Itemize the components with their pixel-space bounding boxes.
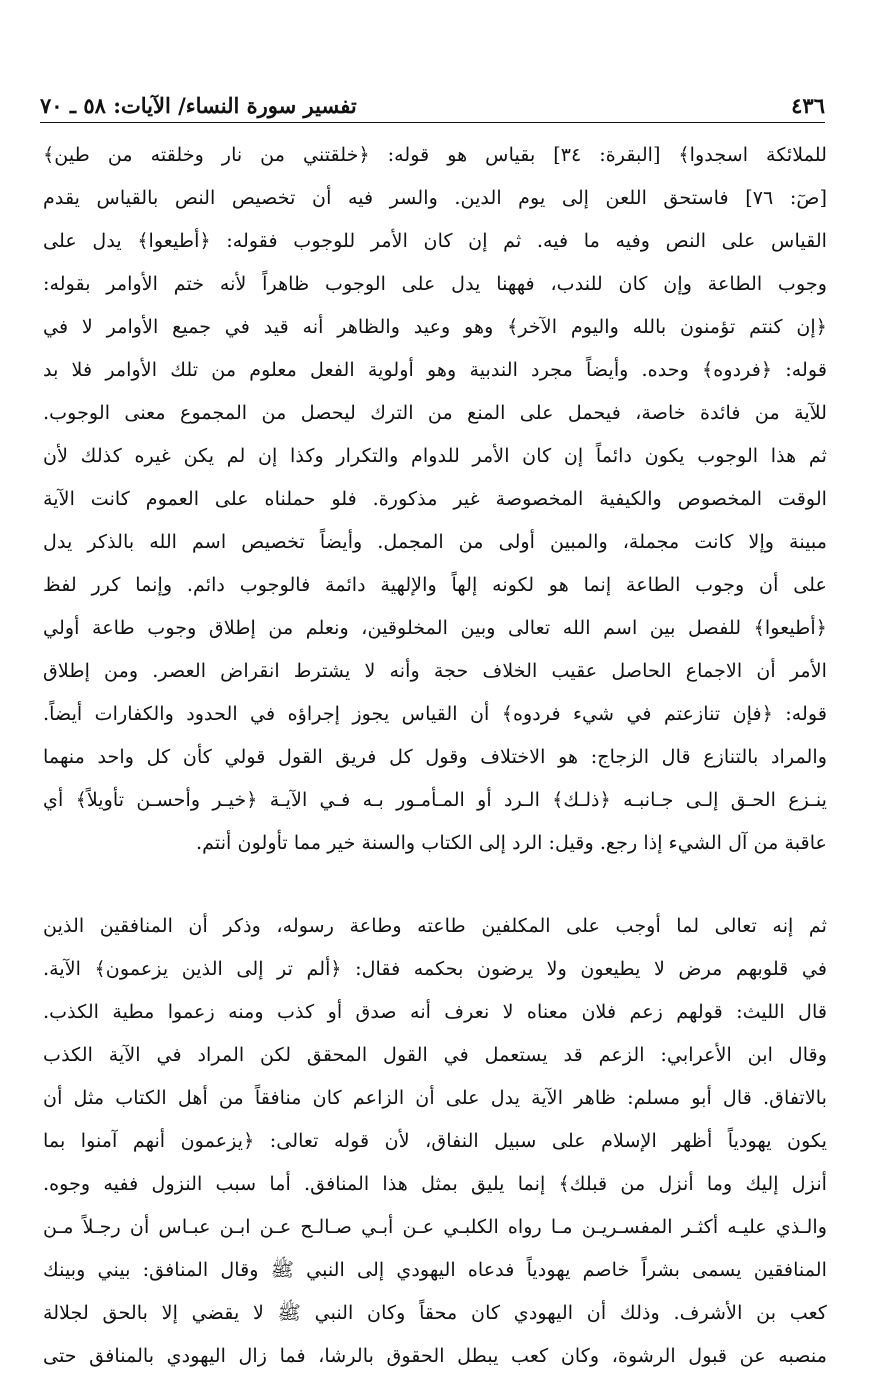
text-line: الوقت المخصوص والكيفية المخصوصة غير مذكورة. فلو حملناه على العموم كانت الآية: [43, 487, 827, 510]
text-line: كعب بن الأشرف. وذلك أن اليهودي كان محقاً وكان النبي ﷺ لا يقضي إلا بالحق لجلالة: [43, 1301, 827, 1324]
text-line: القياس على النص وفيه ما فيه. ثم إن كان الأمر للوجوب فقوله: ﴿أطيعوا﴾ يدل على: [43, 229, 827, 252]
text-line: ﴿أطيعوا﴾ للفصل بين اسم الله تعالى وبين المخلوقين، ونعلم من إطلاق وجوب طاعة أولي: [43, 616, 827, 639]
text-line: يكون يهودياً أظهر الإسلام على سبيل النفاق، لأن قوله تعالى: ﴿يزعمون أنهم آمنوا بما: [43, 1129, 827, 1152]
text-line: ينـزع الحـق إلـى جـانبـه ﴿ذلـك﴾ الـرد أو المـأمـور بـه فـي الآيـة ﴿خيـر وأحسـن تأويلاً﴾ أي: [43, 788, 827, 811]
text-line: [صٓ: ٧٦] فاستحق اللعن إلى يوم الدين. والسر فيه أن تخصيص النص بالقياس يقدم: [43, 186, 827, 209]
text-line: للآية من فائدة خاصة، فيحمل على المنع من الترك ليحصل من المجموع معنى الوجوب.: [43, 401, 827, 424]
text-line: ثم إنه تعالى لما أوجب على المكلفين طاعته وطاعة رسوله، وذكر أن المنافقين الذين: [43, 914, 827, 937]
text-line: وجوب الطاعة وإن كان للندب، فههنا يدل على الوجوب ظاهراً لأنه ختم الأوامر بقوله:: [43, 272, 827, 295]
page-header: [40, 82, 825, 123]
text-line: ﴿إن كنتم تؤمنون بالله واليوم الآخر﴾ وهو وعيد والظاهر أنه قيد في جميع الأوامر لا في: [43, 315, 827, 338]
text-line: قوله: ﴿فإن تنازعتم في شيء فردوه﴾ أن القياس يجوز إجراؤه في الحدود والكفارات أيضاً.: [43, 702, 827, 725]
text-line: والمراد بالتنازع قال الزجاج: هو الاختلاف وقول كل فريق القول قولي كأن كل واحد منهما: [43, 745, 827, 768]
running-title: تفسير سورة النساء/ الآيات: ٥٨ ـ ٧٠: [40, 93, 357, 118]
text-line: عاقبة من آل الشيء إذا رجع. وقيل: الرد إلى الكتاب والسنة خير مما تأولون أنتم.: [196, 831, 827, 854]
text-line: للملائكة اسجدوا﴾ [البقرة: ٣٤] بقياس هو قوله: ﴿خلقتني من نار وخلقته من طين﴾: [43, 143, 827, 166]
text-line: والـذي عليـه أكثـر المفسـريـن مـا رواه الكلبـي عـن أبـي صـالـح عـن ابـن عبـاس أن رجـلاً مـن: [43, 1215, 827, 1238]
text-line: وقال ابن الأعرابي: الزعم قد يستعمل في القول المحقق لكن المراد في الآية الكذب: [43, 1043, 827, 1066]
page-number: ٤٣٦: [791, 93, 825, 118]
text-line: أنزل إليك وما أنزل من قبلك﴾ إنما يليق بمثل هذا المنافق. أما سبب النزول ففيه وجوه.: [43, 1172, 827, 1195]
text-line: في قلوبهم مرض لا يطيعون ولا يرضون بحكمه فقال: ﴿ألم تر إلى الذين يزعمون﴾ الآية.: [43, 957, 827, 980]
text-line: ثم هذا الوجوب يكون دائماً إن كان الأمر للدوام والتكرار وكذا إن لم يكن غيره كذلك لأن: [43, 444, 827, 467]
text-line: قال الليث: قولهم زعم فلان معناه لا نعرف أنه صدق أو كذب ومنه زعموا مطية الكذب.: [43, 1000, 827, 1023]
paragraph-1: [43, 133, 827, 864]
paragraph-gap: [43, 864, 827, 904]
text-line: الأمر أن الاجماع الحاصل عقيب الخلاف حجة وأنه لا يشترط انقراض العصر. ومن إطلاق: [43, 659, 827, 682]
body-text: [43, 133, 827, 1377]
text-line: مبينة وإلا كانت مجملة، والمبين أولى من المجمل. وأيضاً تخصيص اسم الله بالذكر يدل: [43, 530, 827, 553]
text-line: بالاتفاق. قال أبو مسلم: ظاهر الآية يدل على أن الزاعم كان منافقاً من أهل الكتاب مثل أن: [43, 1086, 827, 1109]
text-line: منصبه عن قبول الرشوة، وكان كعب يبطل الحقوق بالرشا، فما زال اليهودي بالمنافق حتى: [43, 1344, 827, 1367]
text-line: المنافقين يسمى بشراً خاصم يهودياً فدعاه اليهودي إلى النبي ﷺ وقال المنافق: بيني وبينك: [43, 1258, 827, 1281]
text-line: قوله: ﴿فردوه﴾ وحده. وأيضاً مجرد الندبية وهو أولوية الفعل معلوم من تلك الأوامر فلا بد: [43, 358, 827, 381]
text-line: على أن وجوب الطاعة إنما هو لكونه إلهاً والإلهية دائمة فالوجوب دائم. وإنما كرر لفظ: [43, 573, 827, 596]
paragraph-2: [43, 904, 827, 1377]
